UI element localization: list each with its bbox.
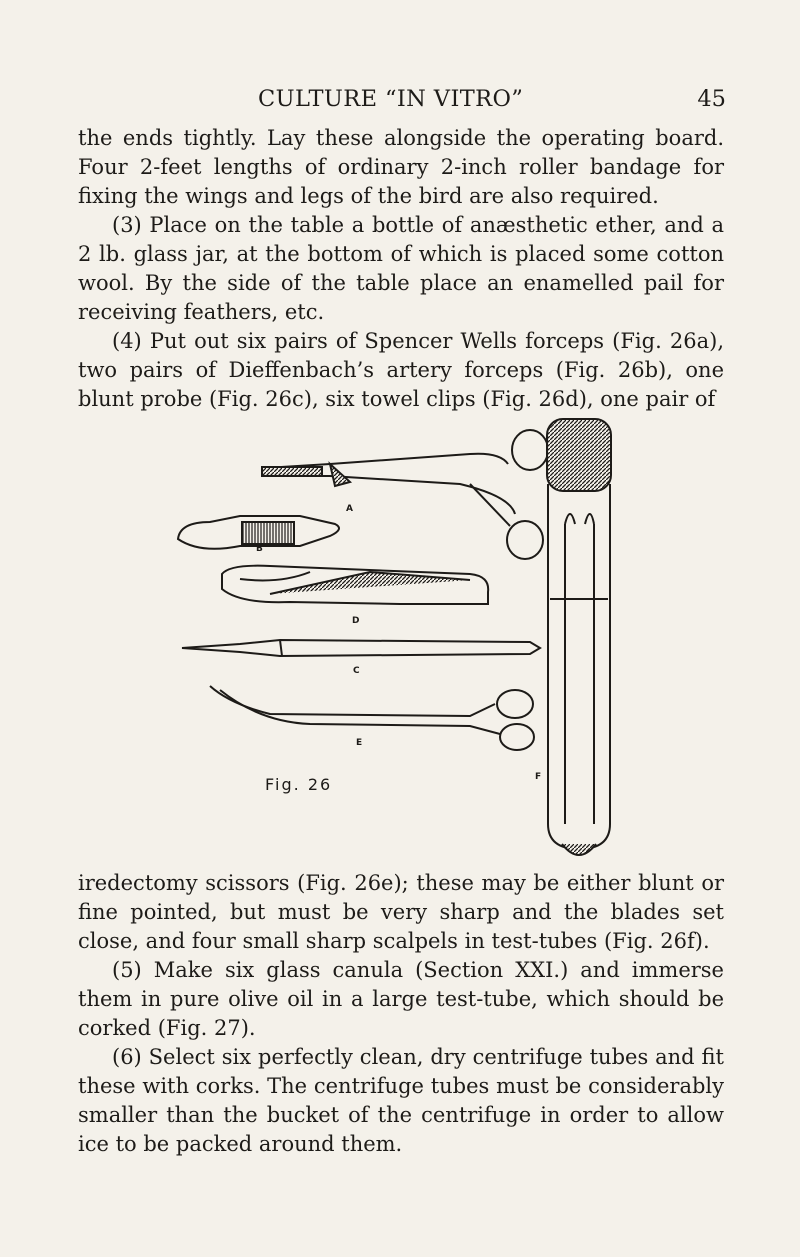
blunt-probe	[182, 640, 540, 656]
scalpel-test-tube	[547, 419, 611, 855]
paragraph-step-3: (3) Place on the table a bottle of anæsthetic ether, and a 2 lb. glass jar, at the bottom of which is placed some cotton wool. By the side of the table place an enamelled pail for receiving feathers, etc.	[78, 213, 724, 324]
running-head: CULTURE “IN VITRO”	[258, 86, 524, 112]
instruments-illustration	[170, 404, 630, 869]
page-number: 45	[697, 86, 726, 112]
page-header	[0, 86, 800, 120]
label-a: A	[346, 504, 353, 514]
paragraph-step-4: (4) Put out six pairs of Spencer Wells forceps (Fig. 26a), two pairs of Dieffenbach’s artery forceps (Fig. 26b), one blunt probe (Fig. 26c), six towel clips (Fig. 26d), one pair of	[78, 329, 724, 411]
label-e: E	[356, 738, 363, 748]
top-text-block	[78, 124, 724, 414]
paragraph-step-6: (6) Select six perfectly clean, dry centrifuge tubes and fit these with corks. The centrifuge tubes must be considerably smaller than the bucket of the centrifuge in order to allow ice to be packed around them.	[78, 1045, 724, 1156]
iredectomy-scissors	[210, 686, 534, 750]
label-f: F	[535, 772, 542, 782]
bottom-text-block	[78, 869, 724, 1159]
towel-clip	[222, 566, 488, 604]
figure-26-instruments	[170, 404, 630, 869]
paragraph-continued: the ends tightly. Lay these alongside the operating board. Four 2-feet lengths of ordinary 2-inch roller bandage for fixing the wings and legs of the bird are also required.	[78, 126, 724, 208]
label-b: B	[256, 544, 263, 554]
spencer-wells-forceps	[262, 430, 548, 559]
paragraph-step-5: (5) Make six glass canula (Section XXI.) and immerse them in pure olive oil in a large test-tube, which should be corked (Fig. 27).	[78, 958, 724, 1040]
label-d: D	[352, 616, 360, 626]
label-c: C	[353, 666, 360, 676]
paragraph-continued-2: iredectomy scissors (Fig. 26e); these may be either blunt or fine pointed, but must be very sharp and the blades set close, and four small sharp scalpels in test-tubes (Fig. 26f).	[78, 871, 724, 953]
figure-caption: Fig. 26	[265, 775, 333, 794]
